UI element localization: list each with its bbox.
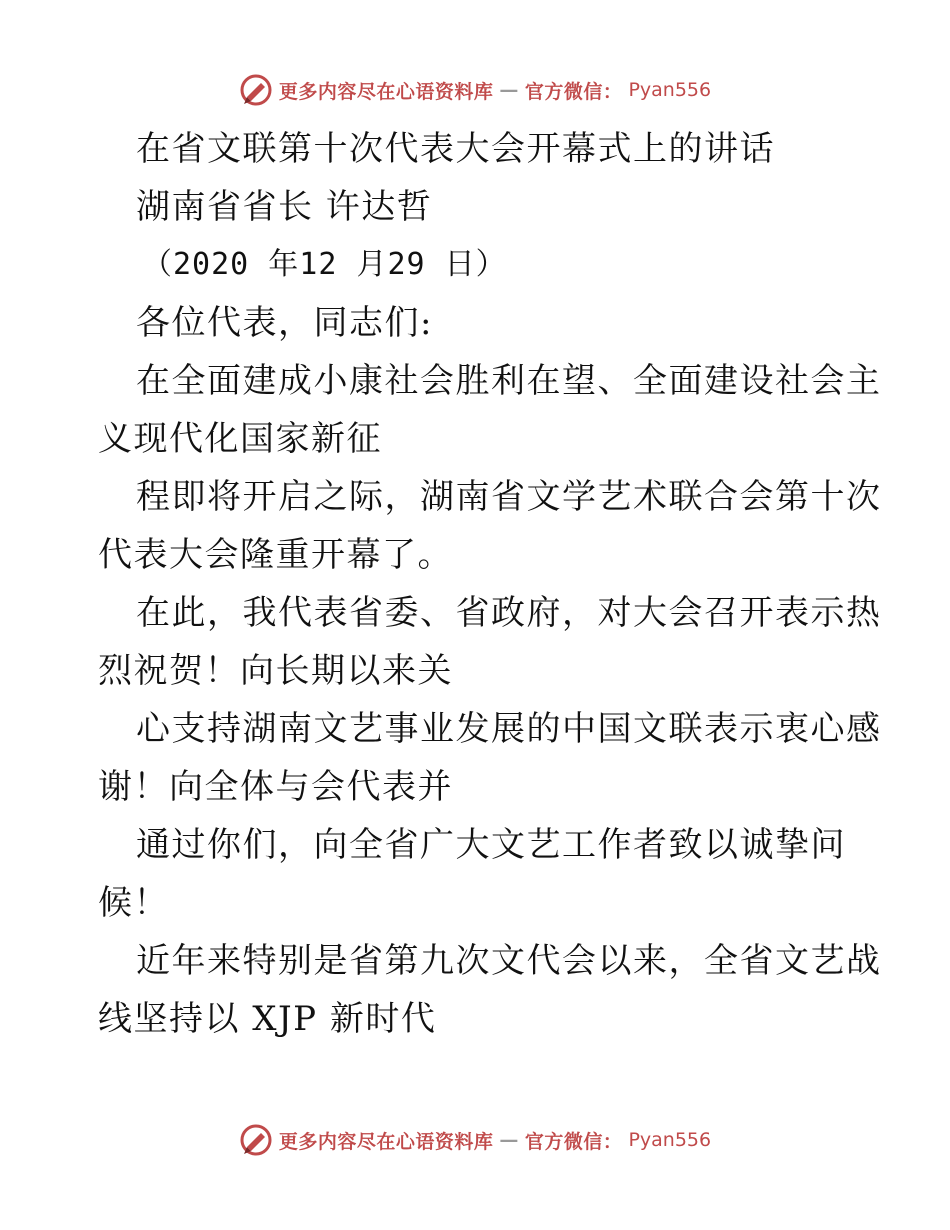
wechat-label: 官方微信： xyxy=(524,80,623,103)
body-line: 近年来特别是省第九次文代会以来，全省文艺战 xyxy=(136,941,882,981)
document-title: 在省文联第十次代表大会开幕式上的讲话 xyxy=(136,129,775,169)
body-line: 程即将开启之际，湖南省文学艺术联合会第十次 xyxy=(136,477,882,517)
document-body xyxy=(98,120,882,1048)
wechat-id: Pyan556 xyxy=(628,79,712,101)
body-line: 候！ xyxy=(98,883,169,923)
body-line: 在全面建成小康社会胜利在望、全面建设社会主 xyxy=(136,361,882,401)
document-author: 湖南省省长 许达哲 xyxy=(136,187,433,227)
body-line: 线坚持以 XJP 新时代 xyxy=(98,999,437,1039)
body-line: 代表大会隆重开幕了。 xyxy=(98,535,453,575)
body-lines xyxy=(98,352,882,1048)
footer-banner xyxy=(0,1120,950,1160)
banner-text: 更多内容尽在心语资料库 xyxy=(278,1130,494,1153)
body-line: 谢！向全体与会代表并 xyxy=(98,767,453,807)
wechat-label: 官方微信： xyxy=(524,1130,623,1153)
pen-logo-icon xyxy=(239,1123,273,1157)
header-banner xyxy=(0,70,950,110)
body-line: 心支持湖南文艺事业发展的中国文联表示衷心感 xyxy=(136,709,882,749)
banner-dash: — xyxy=(499,1129,519,1151)
banner-text: 更多内容尽在心语资料库 xyxy=(278,80,494,103)
document-salutation: 各位代表，同志们: xyxy=(136,303,433,343)
body-line: 烈祝贺！向长期以来关 xyxy=(98,651,453,691)
wechat-id: Pyan556 xyxy=(628,1129,712,1151)
body-line: 义现代化国家新征 xyxy=(98,419,382,459)
body-line: 在此，我代表省委、省政府，对大会召开表示热 xyxy=(136,593,882,633)
banner-dash: — xyxy=(499,79,519,101)
body-line: 通过你们，向全省广大文艺工作者致以诚挚问 xyxy=(136,825,846,865)
document-date: （2020 年12 月29 日） xyxy=(142,247,507,282)
pen-logo-icon xyxy=(239,73,273,107)
